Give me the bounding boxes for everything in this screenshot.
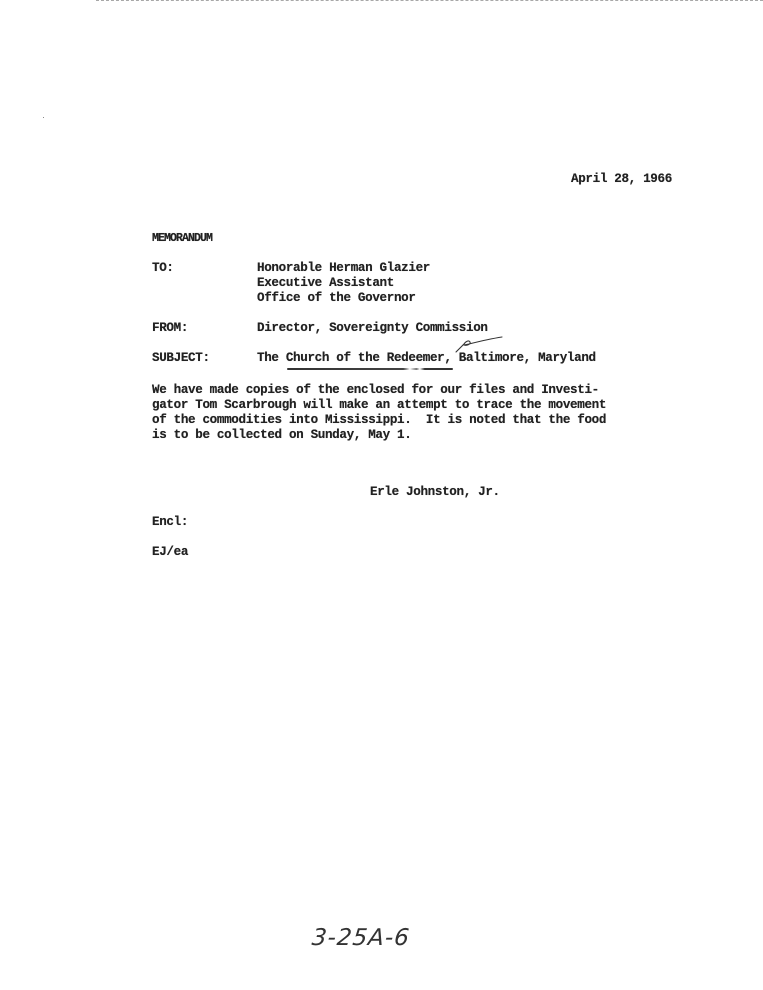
from-value: Director, Sovereignty Commission [257,321,488,335]
body-line-2: gator Tom Scarbrough will make an attempt to trace the movement [152,398,607,412]
memo-date: April 28, 1966 [571,172,672,186]
to-recipient-block [257,261,430,306]
body-line-1: We have made copies of the enclosed for our files and Investi- [152,383,599,397]
body-line-4: is to be collected on Sunday, May 1. [152,428,412,442]
from-label: FROM: [152,321,189,335]
to-label: TO: [152,261,174,275]
to-line-1: Honorable Herman Glazier [257,261,430,275]
handwritten-underline [287,368,453,370]
to-line-3: Office of the Governor [257,291,416,305]
subject-value: The Church of the Redeemer, Baltimore, Maryland [257,351,596,365]
enclosure-note: Encl: [152,515,189,529]
subject-label: SUBJECT: [152,351,210,365]
signature-name: Erle Johnston, Jr. [370,485,500,499]
typist-initials: EJ/ea [152,545,189,559]
to-line-2: Executive Assistant [257,276,394,290]
handwritten-file-number: 3-25A-6 [310,925,412,951]
handwritten-check-mark-icon [455,336,503,354]
body-line-3: of the commodities into Mississippi. It is noted that the food [152,413,607,427]
memo-body [152,383,606,443]
scan-speck [43,117,44,118]
memo-heading: MEMORANDUM [152,232,213,245]
page-top-border [96,0,763,1]
